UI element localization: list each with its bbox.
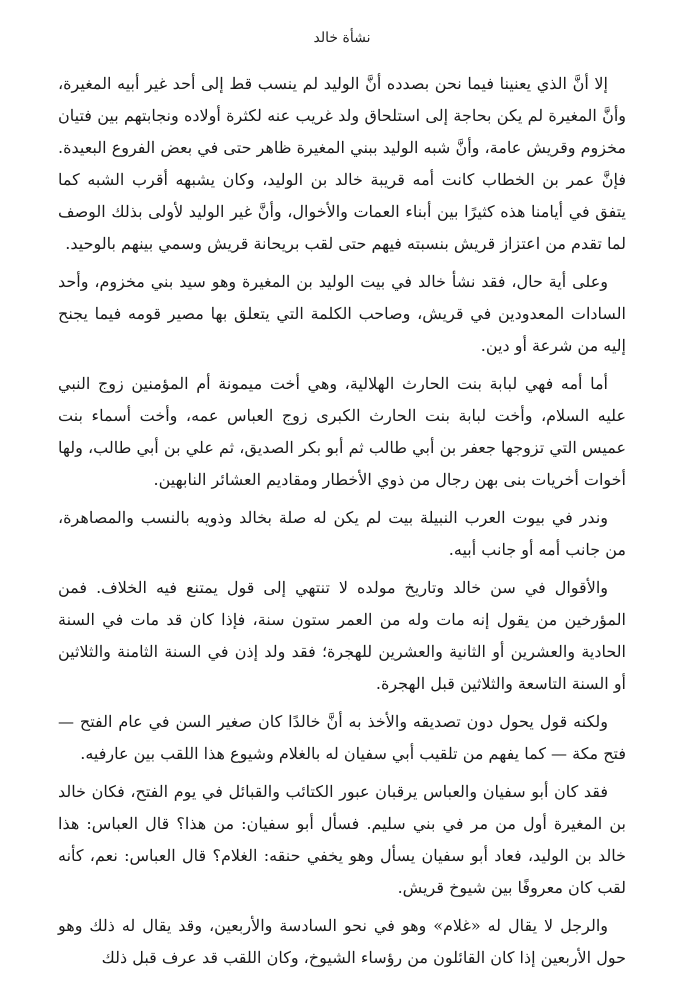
- paragraph-2: وعلى أية حال، فقد نشأ خالد في بيت الوليد بن المغيرة وهو سيد بني مخزوم، وأحد السادات المعدودين في قريش، وصاحب الكلمة التي يتعلق بها مصير قومه فيما يجنح إليه من شرعة أو دين.: [58, 272, 626, 355]
- paragraph-7: فقد كان أبو سفيان والعباس يرقبان عبور الكتائب والقبائل في يوم الفتح، فكان خالد بن المغيرة أول من مر في بني سليم. فسأل أبو سفيان: من هذا؟ قال العباس: هذا خالد بن الوليد، فعاد أبو سفيان يسأل وهو يخفي حنقه: الغلام؟ قال العباس: نعم، كأنه لقب كان معروفًا بين شيوخ قريش.: [58, 782, 626, 897]
- paragraph-6: ولكنه قول يحول دون تصديقه والأخذ به أنَّ خالدًا كان صغير السن في عام الفتح — فتح مكة — كما يفهم من تلقيب أبي سفيان له بالغلام وشيوع هذا اللقب بين عارفيه.: [58, 712, 626, 763]
- paragraph-3: أما أمه فهي لبابة بنت الحارث الهلالية، وهي أخت ميمونة أم المؤمنين زوج النبي عليه السلام، وأخت لبابة بنت الحارث الكبرى زوج العباس عمه، وأخت أسماء بنت عميس التي تزوجها جعفر بن أبي طالب ثم أبو بكر الصديق، ثم علي بن أبي طالب، ولها أخوات أخريات بنى بهن رجال من ذوي الأخطار ومقاديم العشائر النابهين.: [58, 374, 626, 489]
- paragraph-5: والأقوال في سن خالد وتاريخ مولده لا تنتهي إلى قول يمتنع فيه الخلاف. فمن المؤرخين من يقول إنه مات وله من العمر ستون سنة، فإذا كان قد مات في السنة الحادية والعشرين أو الثانية والعشرين للهجرة؛ فقد ولد إذن في السنة الثامنة والثلاثين أو السنة التاسعة والثلاثين قبل الهجرة.: [58, 578, 626, 693]
- paragraph-4: وندر في بيوت العرب النبيلة بيت لم يكن له صلة بخالد وذويه بالنسب والمصاهرة، من جانب أمه أو جانب أبيه.: [58, 508, 626, 559]
- paragraph-1: إلا أنَّ الذي يعنينا فيما نحن بصدده أنَّ الوليد لم ينسب قط إلى أحد غير أبيه المغيرة، وأنَّ المغيرة لم يكن بحاجة إلى استلحاق ولد غريب عنه لكثرة أولاده ونجابتهم بين فتيان مخزوم وقريش عامة، وأنَّ شبه الوليد ببني المغيرة ظاهر حتى في بعض الفروع البعيدة. فإنَّ عمر بن الخطاب كانت أمه قريبة خالد بن الوليد، وكان يشبهه أقرب الشبه كما يتفق في أيامنا هذه كثيرًا بين أبناء العمات والأخوال، وأنَّ غير الوليد لأولى بذلك الوصف لما تقدم من اعتزاز قريش بنسبته فيهم حتى لقب بريحانة قريش وسمي بينهم بالوحيد.: [58, 74, 626, 253]
- running-header: نشأة خالد: [313, 30, 371, 46]
- paragraph-8: والرجل لا يقال له «غلام» وهو في نحو السادسة والأربعين، وقد يقال له ذلك وهو حول الأربعين إذا كان القائلون من رؤساء الشيوخ، وكان اللقب قد عرف قبل ذلك: [58, 916, 626, 967]
- body-text: [58, 68, 626, 974]
